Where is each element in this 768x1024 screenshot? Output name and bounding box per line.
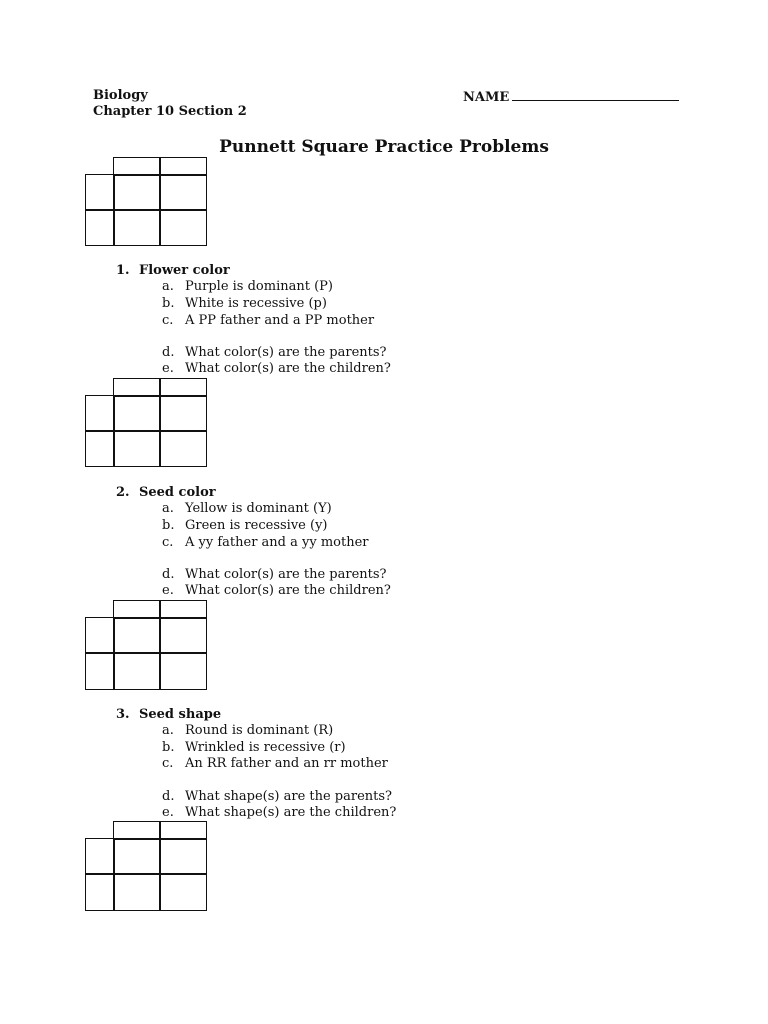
page-title: Punnett Square Practice Problems [219,137,549,157]
punnett-square-3 [85,600,207,690]
name-label: NAME [463,90,510,105]
problem-3-item-d: d. What shape(s) are the parents? [162,789,393,804]
problem-1-item-e: e. What color(s) are the children? [162,361,391,376]
problem-3-item-e: e. What shape(s) are the children? [162,805,397,820]
problem-2-item-b: b. Green is recessive (y) [162,518,328,533]
problem-2-item-d: d. What color(s) are the parents? [162,567,387,582]
problem-2-item-e: e. What color(s) are the children? [162,583,391,598]
problem-3-item-a: a. Round is dominant (R) [162,723,334,738]
problem-2-item-a: a. Yellow is dominant (Y) [162,501,332,516]
problem-3-title: 3. Seed shape [116,707,222,722]
chapter-label: Chapter 10 Section 2 [93,104,247,119]
problem-1-item-c: c. A PP father and a PP mother [162,313,375,328]
name-blank-line[interactable] [512,88,679,101]
problem-3-item-b: b. Wrinkled is recessive (r) [162,740,346,755]
subject-label: Biology [93,88,148,103]
problem-1-item-d: d. What color(s) are the parents? [162,345,387,360]
name-field[interactable] [463,88,679,106]
punnett-square-1 [85,157,207,247]
problem-2-title: 2. Seed color [116,485,216,500]
problem-3-item-c: c. An RR father and an rr mother [162,756,388,771]
problem-1-title: 1. Flower color [116,263,230,278]
problem-1-item-a: a. Purple is dominant (P) [162,279,333,294]
problem-2-item-c: c. A yy father and a yy mother [162,535,369,550]
punnett-square-2 [85,378,207,468]
problem-1-item-b: b. White is recessive (p) [162,296,327,311]
punnett-square-4 [85,821,207,911]
